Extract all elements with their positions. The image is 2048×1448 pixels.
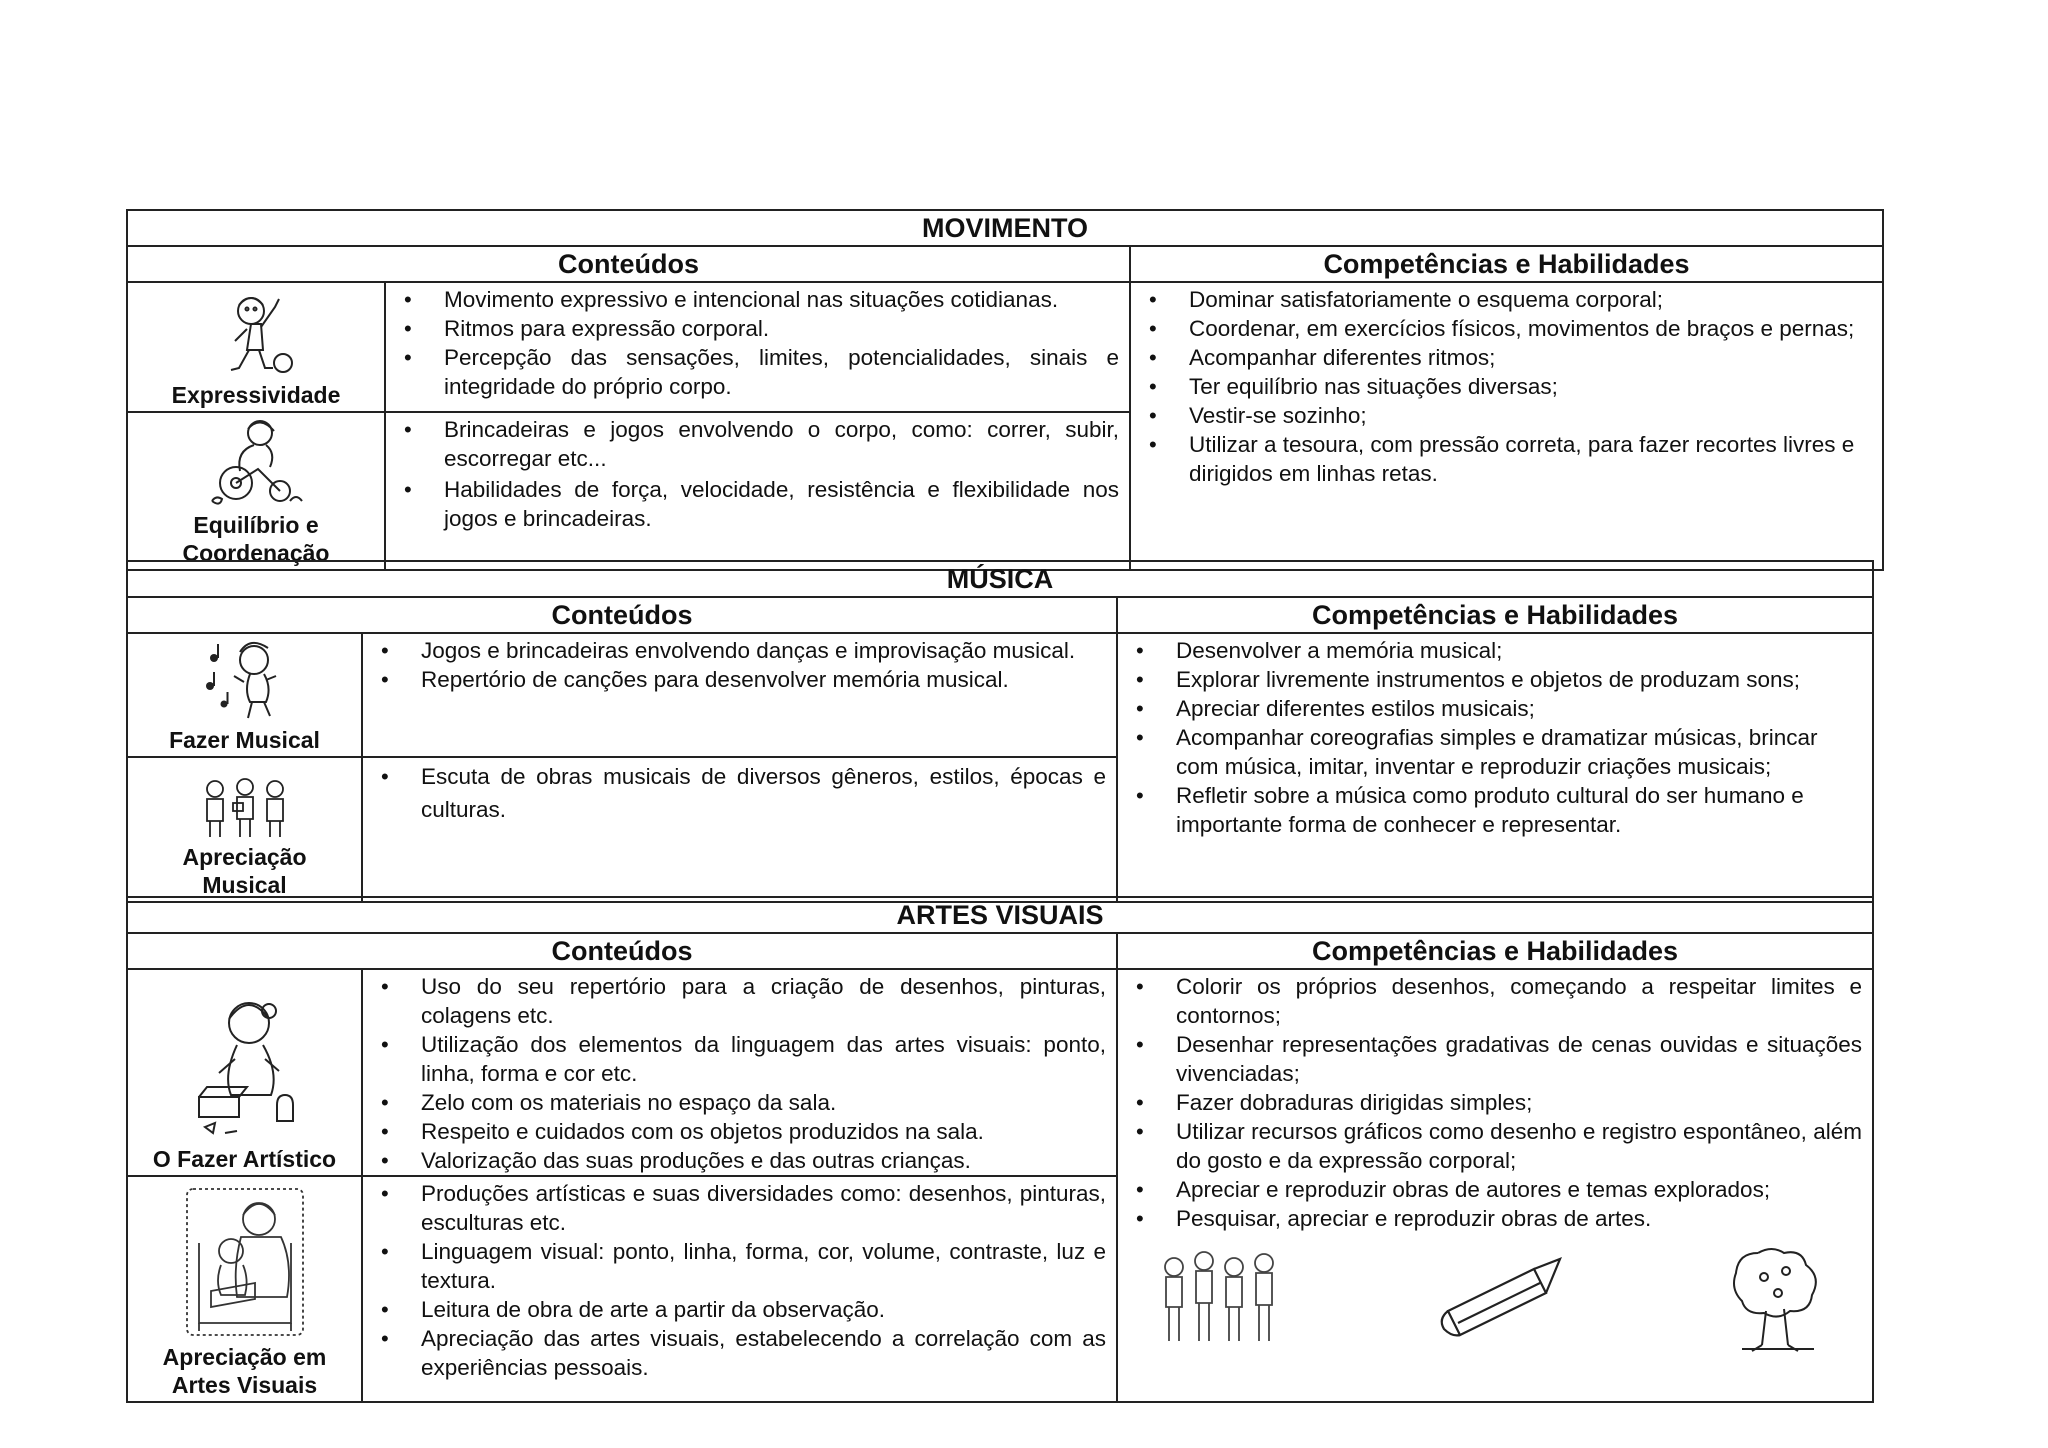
children-group-icon [1158,1245,1282,1351]
expressividade-label: Expressividade [171,382,341,408]
pencil-icon [1436,1253,1564,1343]
fazer-artistico-label: O Fazer Artístico [152,1146,337,1172]
competencias-header: Competências e Habilidades [1117,597,1873,633]
decorative-drawings [1118,1245,1872,1365]
list-item: • Percepção das sensações, limites, potencialidades, sinais e integridade do próprio corpo. [386,343,1119,401]
list-item: • Repertório de canções para desenvolver memória musical. [363,665,1106,694]
tree-icon [1728,1245,1828,1357]
child-playing-ball-icon [211,287,301,379]
list-item: • Produções artísticas e suas diversidades como: desenhos, pinturas, esculturas etc. [363,1179,1106,1237]
list-item: • Linguagem visual: ponto, linha, forma, cor, volume, contraste, luz e textura. [363,1237,1106,1295]
apreciacao-artes-label-line1: Apreciação em [162,1344,327,1370]
list-item: • Apreciação das artes visuais, estabelecendo a correlação com as experiências pessoais. [363,1324,1106,1382]
musica-competencias [1117,633,1873,902]
apreciacao-musical-contents [362,757,1117,902]
list-item: • Uso do seu repertório para a criação de desenhos, pinturas, colagens etc. [363,972,1106,1030]
list-item: • Acompanhar diferentes ritmos; [1131,343,1872,372]
list-item: • Respeito e cuidados com os objetos produzidos na sala. [363,1117,1106,1146]
list-item: • Desenvolver a memória musical; [1118,636,1862,665]
list-item: • Utilizar recursos gráficos como desenho e registro espontâneo, além do gosto e da expressão corporal; [1118,1117,1862,1175]
conteudos-header: Conteúdos [127,597,1117,633]
list-item: • Pesquisar, apreciar e reproduzir obras de artes. [1118,1204,1862,1233]
list-item: • Habilidades de força, velocidade, resistência e flexibilidade nos jogos e brincadeiras. [386,475,1119,533]
list-item: • Refletir sobre a música como produto cultural do ser humano e importante forma de conhecer e representar. [1118,781,1862,839]
list-item: • Explorar livremente instrumentos e objetos de produzam sons; [1118,665,1862,694]
list-item: • Dominar satisfatoriamente o esquema corporal; [1131,285,1872,314]
movimento-section [126,209,1884,571]
artes-visuais-section [126,896,1874,1403]
list-item: • Colorir os próprios desenhos, começando a respeitar limites e contornos; [1118,972,1862,1030]
list-item: • Utilizar a tesoura, com pressão correta, para fazer recortes livres e dirigidos em linhas retas. [1131,430,1872,488]
fazer-musical-label: Fazer Musical [169,727,320,753]
child-on-bike-icon [208,417,304,509]
fazer-musical-cell [127,633,362,757]
apreciacao-artes-contents [362,1176,1117,1402]
section-title: MÚSICA [127,561,1873,597]
artes-competencias [1117,969,1873,1402]
apreciacao-musical-cell [127,757,362,902]
list-item: • Ter equilíbrio nas situações diversas; [1131,372,1872,401]
expressividade-cell [127,282,385,412]
equilibrio-cell [127,412,385,570]
fazer-artistico-contents [362,969,1117,1176]
competencias-header: Competências e Habilidades [1117,933,1873,969]
list-item: • Jogos e brincadeiras envolvendo danças e improvisação musical. [363,636,1106,665]
list-item: • Apreciar e reproduzir obras de autores e temas explorados; [1118,1175,1862,1204]
apreciacao-musical-label-line2: Musical [202,872,287,898]
musica-section [126,560,1874,903]
list-item: • Brincadeiras e jogos envolvendo o corpo, como: correr, subir, escorregar etc... [386,415,1119,473]
competencias-header: Competências e Habilidades [1130,246,1883,282]
apreciacao-artes-cell [127,1176,362,1402]
list-item: • Zelo com os materiais no espaço da sala. [363,1088,1106,1117]
fazer-musical-contents [362,633,1117,757]
list-item: • Fazer dobraduras dirigidas simples; [1118,1088,1862,1117]
equilibrio-contents [385,412,1130,570]
list-item: • Leitura de obra de arte a partir da observação. [363,1295,1106,1324]
list-item: • Movimento expressivo e intencional nas situações cotidianas. [386,285,1119,314]
conteudos-header: Conteúdos [127,933,1117,969]
section-title: ARTES VISUAIS [127,897,1873,933]
list-item: • Desenhar representações gradativas de cenas ouvidas e situações vivenciadas; [1118,1030,1862,1088]
list-item: • Valorização das suas produções e das outras crianças. [363,1146,1106,1175]
adult-reading-to-child-icon [181,1183,309,1341]
equilibrio-label-line2: Coordenação [182,540,330,566]
list-item: • Escuta de obras musicais de diversos gêneros, estilos, épocas e culturas. [363,760,1106,826]
children-choir-icon [197,775,293,841]
list-item: • Coordenar, em exercícios físicos, movimentos de braços e pernas; [1131,314,1872,343]
list-item: • Ritmos para expressão corporal. [386,314,1119,343]
girl-doing-crafts-icon [185,993,305,1143]
child-singing-notes-icon [200,638,290,724]
apreciacao-musical-label-line1: Apreciação [182,844,307,870]
expressividade-contents [385,282,1130,412]
section-title: MOVIMENTO [127,210,1883,246]
fazer-artistico-cell [127,969,362,1176]
equilibrio-label-line1: Equilíbrio e [193,512,319,538]
list-item: • Apreciar diferentes estilos musicais; [1118,694,1862,723]
movimento-competencias [1130,282,1883,570]
list-item: • Acompanhar coreografias simples e dramatizar músicas, brincar com música, imitar, inventar e reproduzir criações musicais; [1118,723,1862,781]
apreciacao-artes-label-line2: Artes Visuais [171,1372,318,1398]
list-item: • Vestir-se sozinho; [1131,401,1872,430]
conteudos-header: Conteúdos [127,246,1130,282]
list-item: • Utilização dos elementos da linguagem das artes visuais: ponto, linha, forma e cor etc. [363,1030,1106,1088]
